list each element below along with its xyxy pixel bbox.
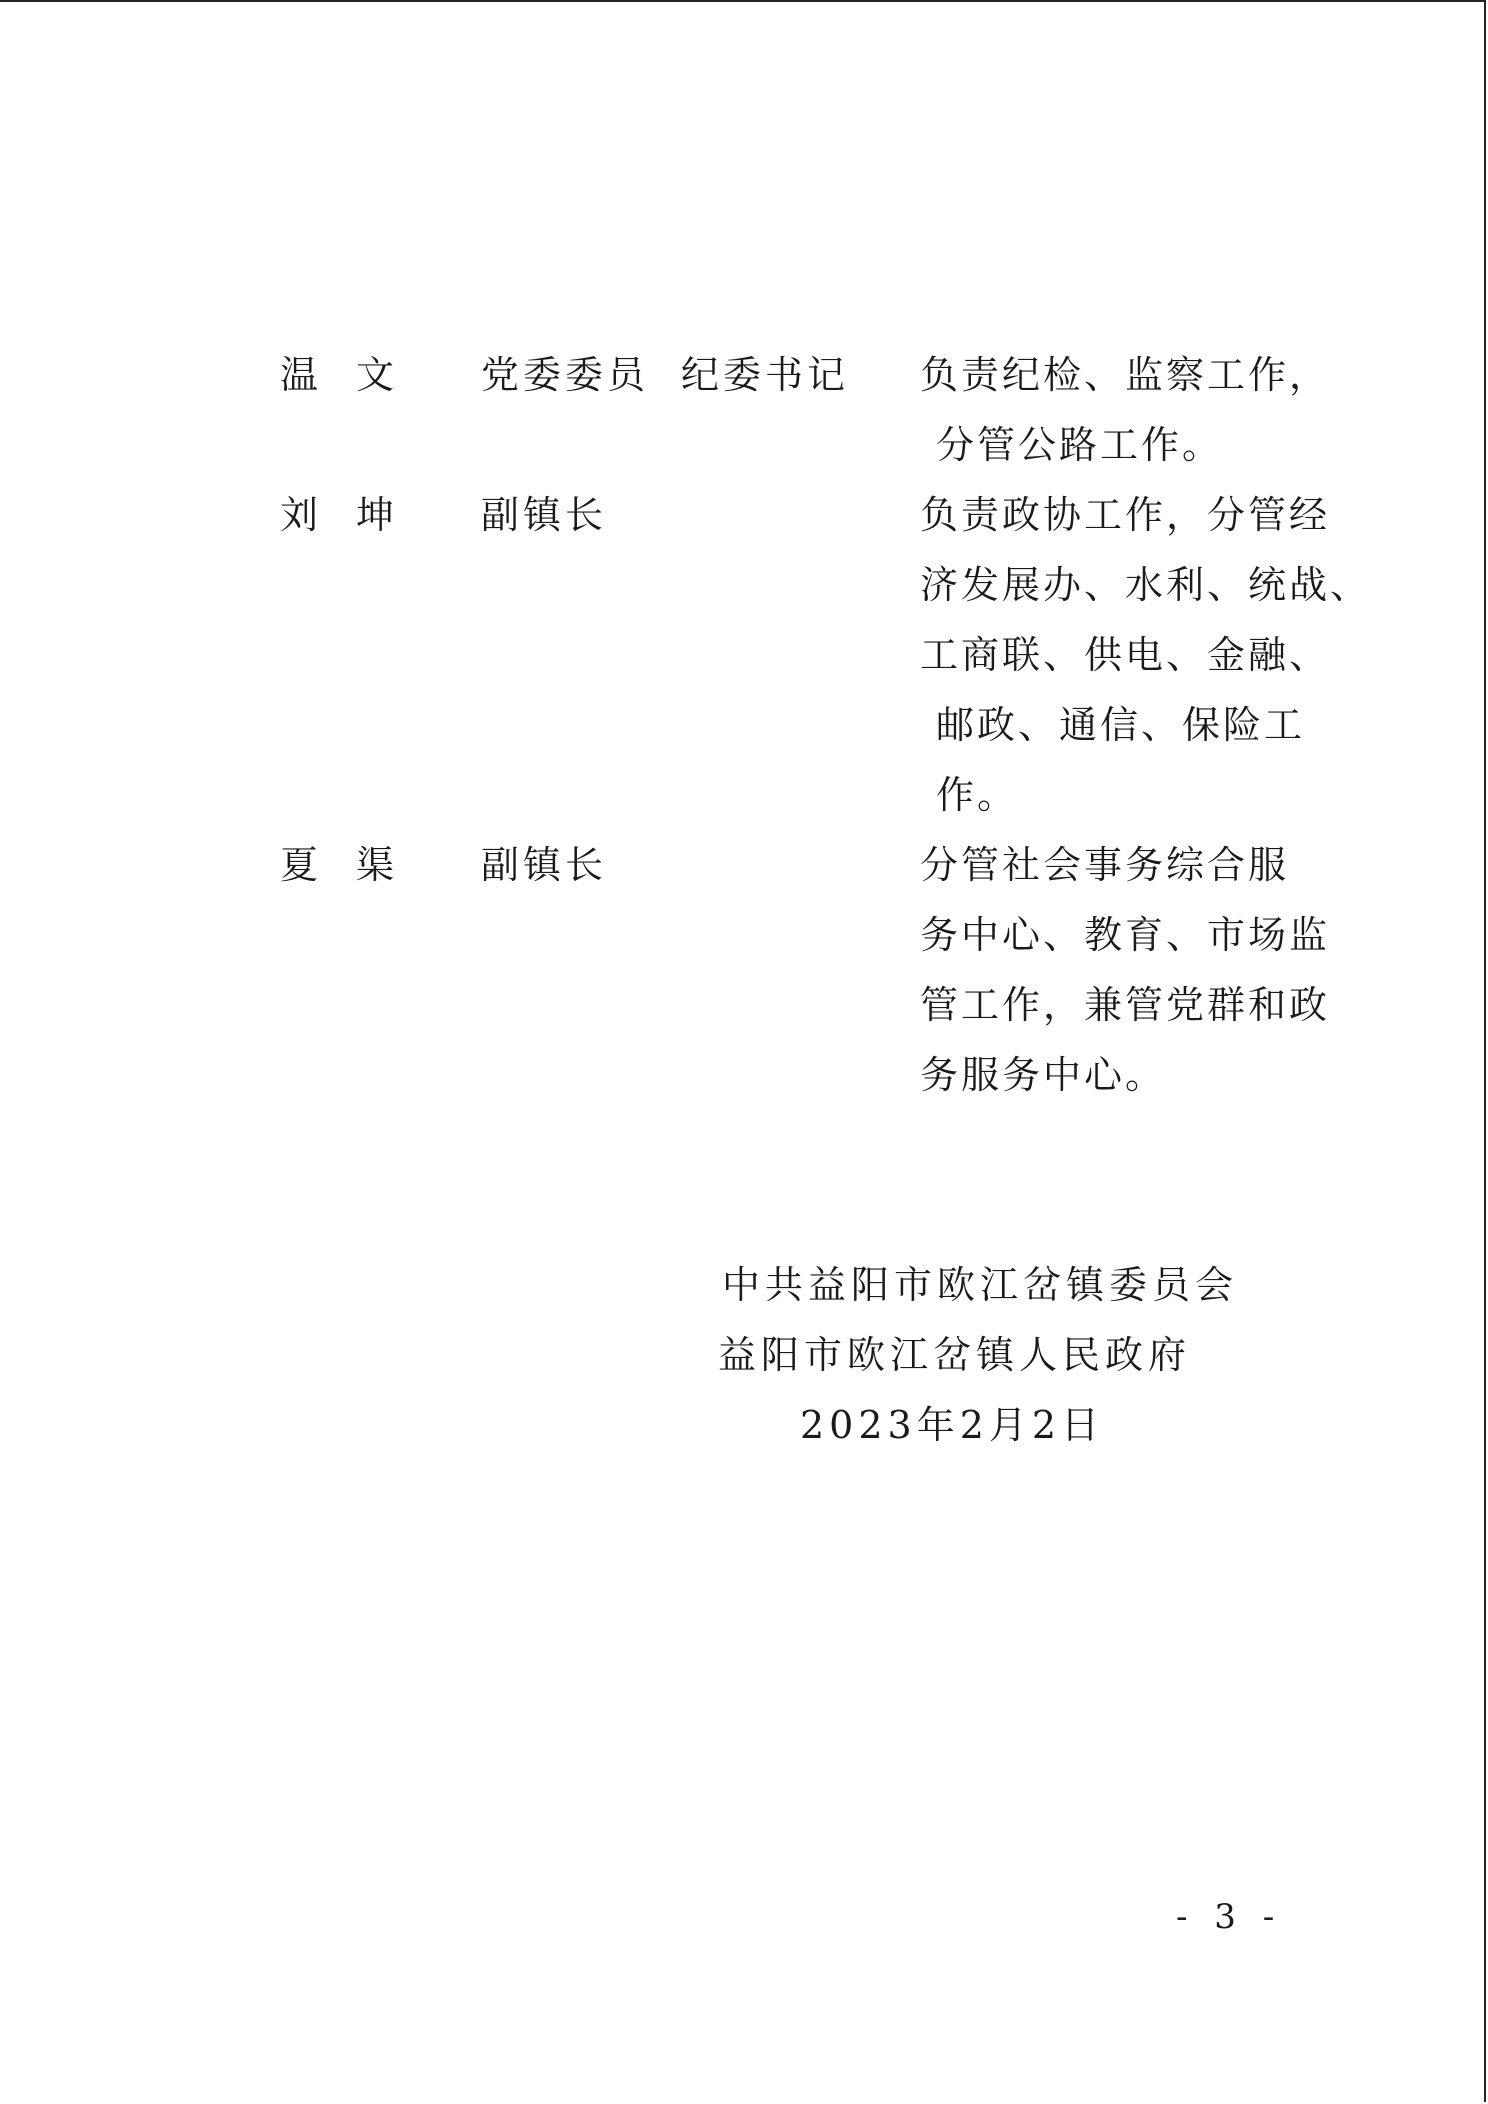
duty-line: 分管公路工作。 [936,423,1224,467]
signature-org-government: 益阳市欧江岔镇人民政府 [718,1333,1192,1377]
duty-line: 分管社会事务综合服 [920,843,1290,887]
official-name: 夏渠 [280,843,433,887]
duty-line: 管工作，兼管党群和政 [920,983,1331,1027]
official-position-secondary: 纪委书记 [681,353,850,397]
official-position: 副镇长 [481,493,608,537]
official-name: 温文 [280,353,433,397]
duty-line: 务服务中心。 [920,1053,1167,1097]
duty-line: 工商联、供电、金融、 [920,633,1331,677]
duty-line: 负责政协工作，分管经 [920,493,1331,537]
duty-line: 负责纪检、监察工作， [920,353,1331,397]
page-number: - 3 - [1176,1897,1283,1937]
official-position: 副镇长 [481,843,608,887]
official-name: 刘坤 [280,493,433,537]
duty-line: 务中心、教育、市场监 [920,913,1331,957]
duty-line: 作。 [936,773,1019,817]
signature-org-party-committee: 中共益阳市欧江岔镇委员会 [722,1263,1239,1307]
signature-date: 2023年2月2日 [800,1403,1105,1447]
duty-line: 邮政、通信、保险工 [936,703,1306,747]
official-position: 党委委员 [481,353,650,397]
duty-line: 济发展办、水利、统战、 [920,563,1372,607]
